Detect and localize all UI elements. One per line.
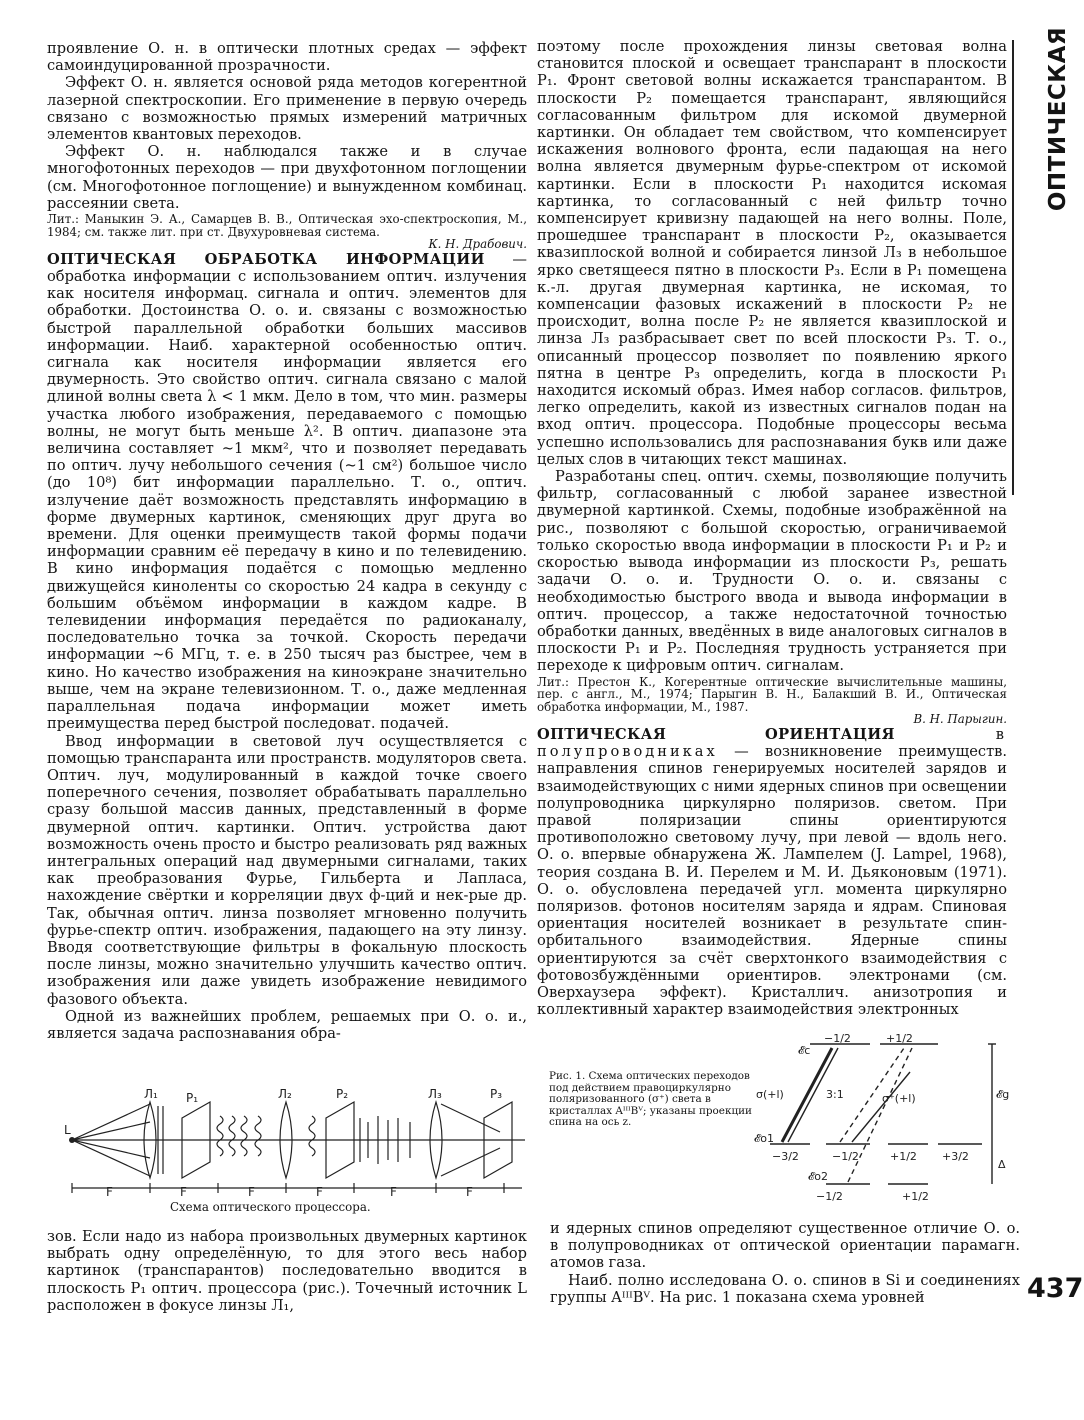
paragraph: Эффект О. н. наблюдался также и в случае многофотонных переходов — при двухфотонном поглощении (см. Многофотонное поглощение) и вынужденном комбинац. рассеянии света. bbox=[47, 143, 527, 212]
label-spin: −3/2 bbox=[772, 1150, 799, 1163]
literature-reference: Лит.: Престон К., Когерентные оптические вычислительные машины, пер. с англ., М., 1974; Парыгин В. Н., Балакший В. И., Оптическая обработка информации, М., 1987. bbox=[537, 674, 1007, 714]
right-bottom-column bbox=[550, 1220, 1020, 1306]
label-f: F bbox=[106, 1185, 113, 1198]
transitions-diagram bbox=[752, 1032, 1022, 1208]
optical-processor-diagram bbox=[60, 1088, 530, 1198]
paragraph-text: — обработка информации с использованием оптич. излучения как носителя информац. сигнала и оптич. элементов для обработки. Достоинства О. о. и. связаны с возможностью быстрой параллельной обработки больших массивов информации. Наиб. характерной особенностью оптич. сигнала как носителя информации является его двумерность. Это свойство оптич. сигнала связано с малой длиной волны света λ < 1 мкм. Дело в том, что мин. размеры участка любого изображения, передаваемого с помощью волны, не могут быть меньше λ². В оптич. диапазоне эта величина составляет ~1 мкм², что и позволяет передавать по оптич. лучу небольшого сечения (~1 см²) большое число (до 10⁸) бит информации параллельно. Т. о., оптич. излучение даёт возможность представлять информацию в форме двумерных картинок, сменяющих друг друга во времени. Для оценки преимуществ такой формы подачи информации сравним её передачу в кино и по телевидению. В кино информация подаётся с помощью медленно движущейся киноленты со скоростью 24 кадра в секунду с большим объёмом информации в каждом кадре. В телевидении информация передаётся по радиоканалу, последовательно точка за точкой. Скорость передачи информации ~6 МГц, т. е. в 250 тысяч раз быстрее, чем в кино. Но качество изображения на киноэкране значительно выше, чем на экране телевизионном. Т. о., даже медленная параллельная подача информации может иметь преимущества перед быстрой последоват. подачей. bbox=[47, 250, 528, 733]
label-ec: 𝓔c bbox=[798, 1044, 811, 1057]
label-p2: P₂ bbox=[336, 1088, 349, 1101]
label-spin: +1/2 bbox=[886, 1032, 913, 1045]
left-bottom-column bbox=[47, 1228, 527, 1314]
article-paragraph bbox=[537, 726, 1007, 1018]
figure-caption: Схема оптического процессора. bbox=[170, 1200, 371, 1214]
paragraph: зов. Если надо из набора произвольных двумерных картинок выбрать одну определённую, то для этого весь набор картинок (транспарантов) последовательно вводится в плоскость P₁ оптич. процессора (рис.). Точечный источник L расположен в фокусе линзы Л₁, bbox=[47, 1228, 527, 1314]
paragraph-text: — возникновение преимуществ. направления спинов генерируемых носителей зарядов и взаимодействующих с ними ядерных спинов при освещении полупроводника циркулярно поляризов. светом. При правой поляризации спины ориентируются противоположно световому лучу, при левой — вдоль него. О. о. впервые обнаружена Ж. Лампелем (J. Lampel, 1968), теория создана В. И. Перелем и М. И. Дьяконовым (1971). О. о. обусловлена передачей угл. момента циркулярно поляризов. фотонов носителям заряда и ядрам. Спиновая ориентация носителей возникает в результате спин-орбитального взаимодействия. Ядерные спины ориентируются за счёт сверхтонкого взаимодействия с фотовозбуждёнными ориентиров. электронами (см. Оверхаузера эффект). Кристаллич. анизотропия и коллективный характер взаимодействия электронных bbox=[537, 743, 1007, 1019]
paragraph: Эффект О. н. является основой ряда методов когерентной лазерной спектроскопии. Его применение в первую очередь связано с возможностью прямых измерений матричных элементов квантовых переходов. bbox=[47, 74, 527, 144]
point-source bbox=[69, 1137, 75, 1143]
label-spin: +1/2 bbox=[902, 1190, 929, 1203]
label-p3: P₃ bbox=[490, 1088, 503, 1101]
label-e01: 𝓔o1 bbox=[754, 1132, 775, 1145]
label-sigma-plus: σ⁺(+l) bbox=[882, 1092, 916, 1105]
right-column bbox=[537, 38, 1007, 1018]
side-title-text: ОПТИЧЕСКАЯ bbox=[1045, 26, 1071, 212]
article-heading: ОПТИЧЕСКАЯ ОБРАБОТКА ИНФОРМАЦИИ bbox=[47, 250, 485, 268]
paragraph: поэтому после прохождения линзы световая волна становится плоской и освещает транспарант в плоскости P₁. Фронт световой волны искажается транспарантом. В плоскости P₂ помещается транспарант, являющийся согласованным фильтром для искомой двумерной картинки. Он обладает тем свойством, что компенсирует искажения волнового фронта, если падающая на него волна является двумерным фурье-спектром от искомой картинки. Если в плоскости P₁ находится искомая картинка, то согласованный с ней фильтр точно компенсирует кривизну падающей на него волны. Поле, прошедшее транспарант в плоскости P₂, оказывается квазиплоской волной и собирается линзой Л₃ в небольшое ярко светящееся пятно в плоскости P₃. Если в P₁ помещена к.-л. другая двумерная картинка, не искомая, то компенсации фазовых искажений в плоскости P₂ не происходит, волна после P₂ не является квазиплоской и линза Л₃ разбрасывает свет по всей плоскости P₃. Т. о., описанный процессор позволяет по появлению яркого пятна в центре P₃ определить, когда в плоскости P₁ находится искомый образ. Имея набор согласов. фильтров, легко определить, какой из известных сигналов подан на вход оптич. процессора. Подобные процессоры весьма успешно использовались для распознавания букв или даже целых слов в читающих текст машинах. bbox=[537, 38, 1007, 468]
label-spin: −1/2 bbox=[816, 1190, 843, 1203]
left-column bbox=[47, 40, 527, 1042]
side-rule bbox=[1012, 40, 1014, 495]
label-spin: +3/2 bbox=[942, 1150, 969, 1163]
side-running-title bbox=[1038, 26, 1078, 212]
article-heading: ОПТИЧЕСКАЯ ОРИЕНТАЦИЯ bbox=[537, 725, 895, 743]
paragraph: Одной из важнейших проблем, решаемых при О. о. и., является задача распознавания обра- bbox=[47, 1007, 527, 1042]
heading-subtitle: в полупроводниках bbox=[537, 725, 1007, 761]
literature-reference: Лит.: Маныкин Э. А., Самарцев В. В., Оптическая эхо-спектроскопия, М., 1984; см. также лит. при ст. Двухуровневая система. bbox=[47, 212, 527, 239]
label-source: L bbox=[64, 1123, 71, 1137]
paragraph: и ядерных спинов определяют существенное отличие О. о. в полупроводниках от оптической ориентации парамагн. атомов газа. bbox=[550, 1220, 1020, 1272]
figure-1-caption: Рис. 1. Схема оптических переходов под действием правоциркулярно поляризованного (σ⁺) света в кристаллах AᴵᴵᴵBⱽ; указаны проекции спина на ось z. bbox=[549, 1070, 752, 1129]
label-f: F bbox=[466, 1185, 473, 1198]
page-number: 437 bbox=[1027, 1273, 1084, 1304]
label-spin: −1/2 bbox=[832, 1150, 859, 1163]
label-spin: +1/2 bbox=[890, 1150, 917, 1163]
paragraph: Ввод информации в световой луч осуществляется с помощью транспаранта или пространств. модуляторов света. Оптич. луч, модулированный в каждой точке своего поперечного сечения, позволяет обрабатывать параллельно сразу большой массив данных, представленный в форме двумерной оптич. картинки. Оптич. устройства дают возможность очень просто и быстро реализовать ряд важных интегральных операций над двумерными сигналами, таких как преобразования Фурье, Гильберта и Лапласа, нахождение свёртки и корреляции двух ф-ций и нек-рые др. Так, обычная оптич. линза позволяет мгновенно получить фурье-спектр оптич. изображения, падающего на эту линзу. Вводя соответствующие фильтры в фокальную плоскость после линзы, можно значительно улучшить качество оптич. изображения или даже увидеть изображение невидимого фазового объекта. bbox=[47, 732, 527, 1008]
label-delta: Δ bbox=[998, 1158, 1006, 1171]
label-l1: Л₁ bbox=[144, 1088, 158, 1101]
author-signature: К. Н. Драбович. bbox=[428, 237, 527, 252]
label-f: F bbox=[390, 1185, 397, 1198]
author-signature: В. Н. Парыгин. bbox=[913, 712, 1007, 727]
paragraph: Наиб. полно исследована О. о. спинов в Si и соединениях группы AᴵᴵᴵBⱽ. На рис. 1 показана схема уровней bbox=[550, 1271, 1020, 1306]
label-l3: Л₃ bbox=[428, 1088, 442, 1101]
article-paragraph bbox=[47, 251, 527, 733]
label-p1: P₁ bbox=[186, 1091, 199, 1105]
label-spin: −1/2 bbox=[824, 1032, 851, 1045]
label-eg: 𝓔g bbox=[996, 1088, 1010, 1101]
label-f: F bbox=[180, 1185, 187, 1198]
label-l2: Л₂ bbox=[278, 1088, 292, 1101]
label-e02: 𝓔o2 bbox=[808, 1170, 829, 1183]
label-f: F bbox=[316, 1185, 323, 1198]
label-f: F bbox=[248, 1185, 255, 1198]
paragraph: проявление О. н. в оптически плотных средах — эффект самоиндуцированной прозрачности. bbox=[47, 40, 527, 75]
paragraph: Разработаны спец. оптич. схемы, позволяющие получить фильтр, согласованный с любой заранее известной двумерной картинкой. Схемы, подобные изображённой на рис., позволяют с большой скоростью, ограничиваемой только скоростью ввода информации в плоскости P₁ и P₂ и скоростью вывода информации из плоскости P₃, решать задачи О. о. и. Трудности О. о. и. связаны с необходимостью быстрого ввода и вывода информации в оптич. процессор, а также недостаточной точностью обработки данных, введённых в виде аналоговых сигналов в плоскости P₁ и P₂. Последняя трудность устраняется при переходе к цифровым оптич. сигналам. bbox=[537, 468, 1007, 675]
label-ratio: 3:1 bbox=[826, 1088, 844, 1101]
label-sigma: σ(+l) bbox=[756, 1088, 784, 1101]
